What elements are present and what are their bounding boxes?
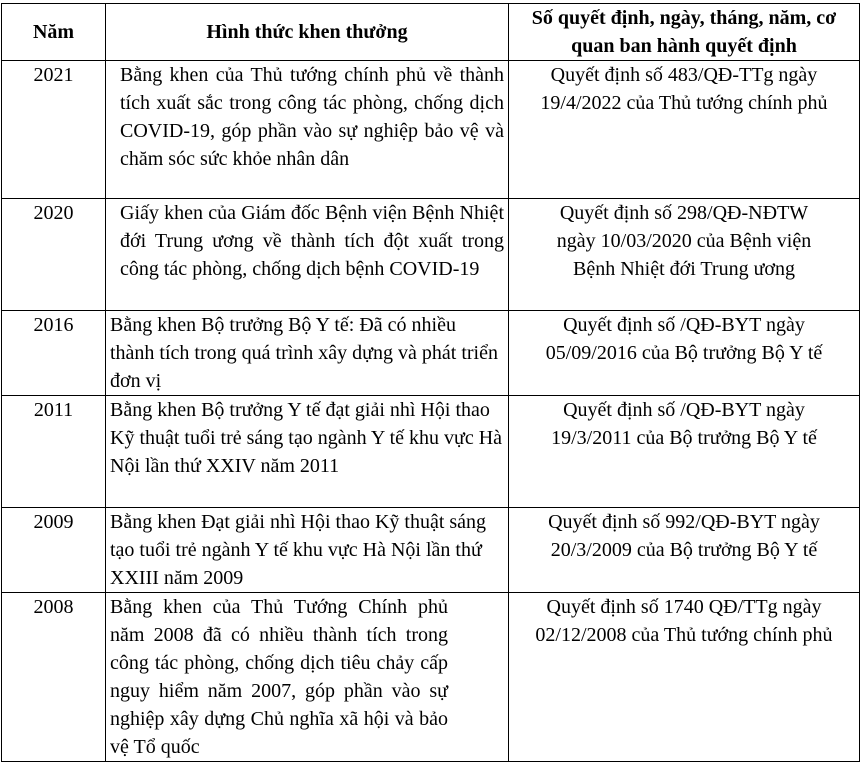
cell-award-form: Bằng khen Bộ trưởng Bộ Y tế: Đã có nhiều thành tích trong quá trình xây dựng và phát triển đơn vị: [106, 311, 509, 396]
cell-year: 2016: [2, 311, 106, 396]
cell-award-form: Bằng khen của Thủ Tướng Chính phủ năm 2008 đã có nhiều thành tích trong công tác phòng, chống dịch tiêu chảy cấp nguy hiểm năm 2007, góp phần vào sự nghiệp xây dựng Chủ nghĩa xã hội và bảo vệ Tổ quốc: [106, 593, 509, 762]
cell-year: 2021: [2, 61, 106, 199]
cell-award-form: Bằng khen của Thủ tướng chính phủ về thành tích xuất sắc trong công tác phòng, chống dịch COVID-19, góp phần vào sự nghiệp bảo vệ và chăm sóc sức khỏe nhân dân: [106, 61, 509, 199]
header-year: Năm: [2, 4, 106, 61]
cell-decision: Quyết định số /QĐ-BYT ngày 19/3/2011 của Bộ trưởng Bộ Y tế: [509, 396, 860, 508]
cell-decision: Quyết định số 483/QĐ-TTg ngày 19/4/2022 của Thủ tướng chính phủ: [509, 61, 860, 199]
table-header-row: [2, 4, 860, 61]
cell-decision: Quyết định số 298/QĐ-NĐTW ngày 10/03/2020 của Bệnh viện Bệnh Nhiệt đới Trung ương: [509, 199, 860, 311]
table-row: [2, 311, 860, 396]
cell-decision: Quyết định số /QĐ-BYT ngày 05/09/2016 của Bộ trưởng Bộ Y tế: [509, 311, 860, 396]
cell-award-form: Bằng khen Đạt giải nhì Hội thao Kỹ thuật sáng tạo tuổi trẻ ngành Y tế khu vực Hà Nội lần thứ XXIII năm 2009: [106, 508, 509, 593]
cell-award-form: Bằng khen Bộ trưởng Y tế đạt giải nhì Hội thao Kỹ thuật tuổi trẻ sáng tạo ngành Y tế khu vực Hà Nội lần thứ XXIV năm 2011: [106, 396, 509, 508]
cell-decision: Quyết định số 992/QĐ-BYT ngày 20/3/2009 của Bộ trưởng Bộ Y tế: [509, 508, 860, 593]
header-award-form: Hình thức khen thưởng: [106, 4, 509, 61]
awards-table: [1, 3, 860, 762]
table-row: [2, 61, 860, 199]
cell-year: 2008: [2, 593, 106, 762]
table-row: [2, 199, 860, 311]
table-row: [2, 593, 860, 762]
header-decision: Số quyết định, ngày, tháng, năm, cơ quan ban hành quyết định: [509, 4, 860, 61]
cell-decision: Quyết định số 1740 QĐ/TTg ngày 02/12/2008 của Thủ tướng chính phủ: [509, 593, 860, 762]
table-row: [2, 396, 860, 508]
cell-year: 2011: [2, 396, 106, 508]
cell-year: 2020: [2, 199, 106, 311]
cell-award-form: Giấy khen của Giám đốc Bệnh viện Bệnh Nhiệt đới Trung ương về thành tích đột xuất trong công tác phòng, chống dịch bệnh COVID-19: [106, 199, 509, 311]
cell-year: 2009: [2, 508, 106, 593]
table-row: [2, 508, 860, 593]
